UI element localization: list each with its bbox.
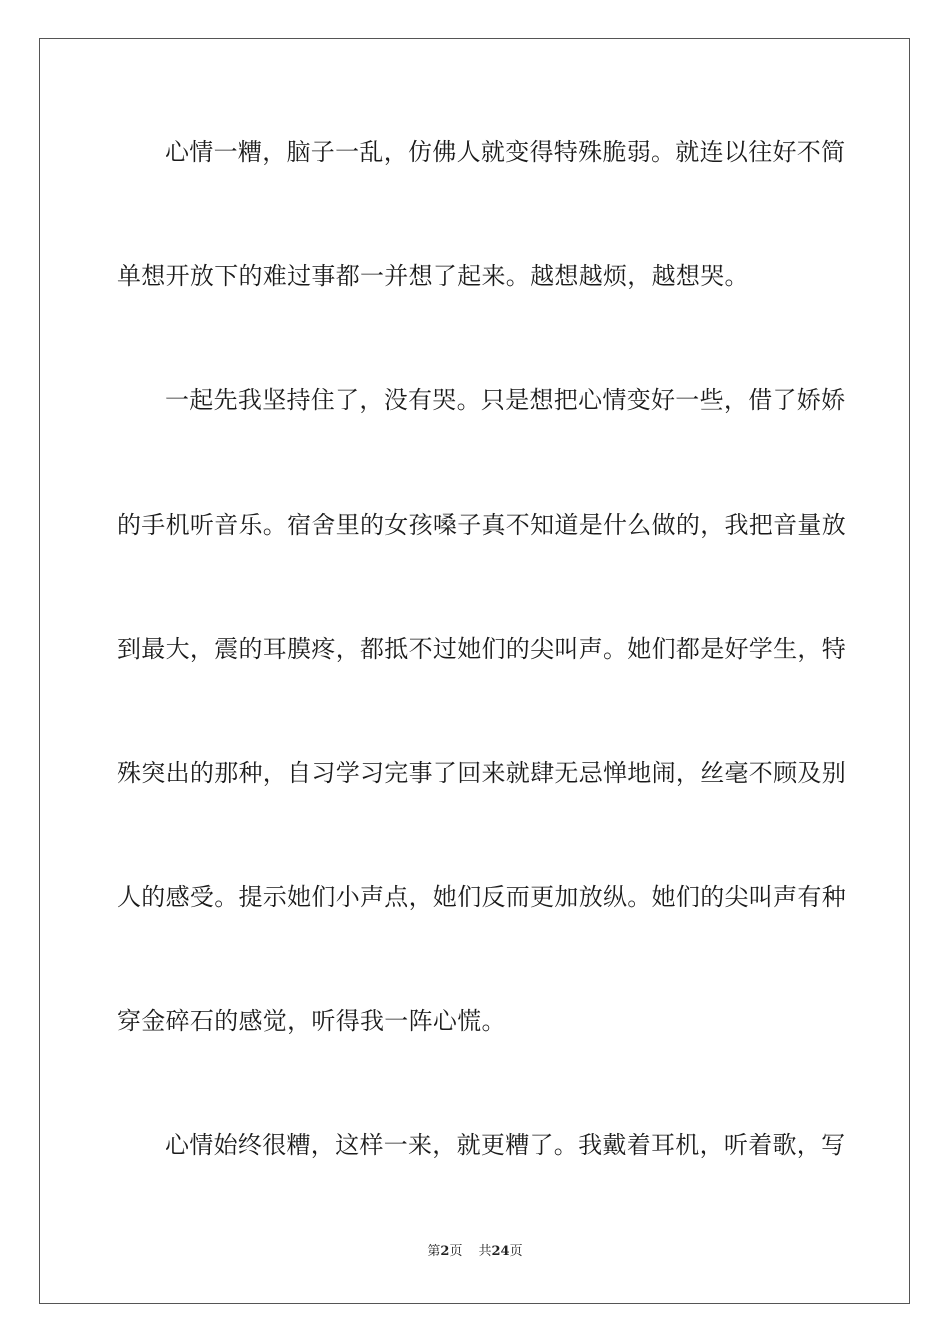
text-line: 心情始终很糟，这样一来，就更糟了。我戴着耳机，听着歌，写 (165, 1131, 846, 1159)
page-border (39, 38, 910, 1304)
page-number: 2 (440, 1244, 450, 1259)
page-footer (0, 1243, 950, 1261)
text-line: 到最大，震的耳膜疼，都抵不过她们的尖叫声。她们都是好学生，特 (117, 635, 846, 663)
total-suffix: 页 (509, 1244, 523, 1259)
text-line: 人的感受。提示她们小声点，她们反而更加放纵。她们的尖叫声有种 (117, 883, 846, 911)
page-suffix: 页 (449, 1244, 463, 1259)
text-line: 心情一糟，脑子一乱，仿佛人就变得特殊脆弱。就连以往好不简 (165, 138, 846, 166)
page-prefix: 第 (427, 1244, 441, 1259)
text-line: 穿金碎石的感觉，听得我一阵心慌。 (117, 1007, 506, 1035)
text-line: 的手机听音乐。宿舍里的女孩嗓子真不知道是什么做的，我把音量放 (117, 511, 846, 539)
text-line: 殊突出的那种，自习学习完事了回来就肆无忌惮地闹，丝毫不顾及别 (117, 759, 846, 787)
text-line: 一起先我坚持住了，没有哭。只是想把心情变好一些，借了娇娇 (165, 386, 846, 414)
total-prefix: 共 (478, 1244, 492, 1259)
total-pages: 24 (491, 1244, 510, 1259)
text-line: 单想开放下的难过事都一并想了起来。越想越烦，越想哭。 (117, 262, 749, 290)
